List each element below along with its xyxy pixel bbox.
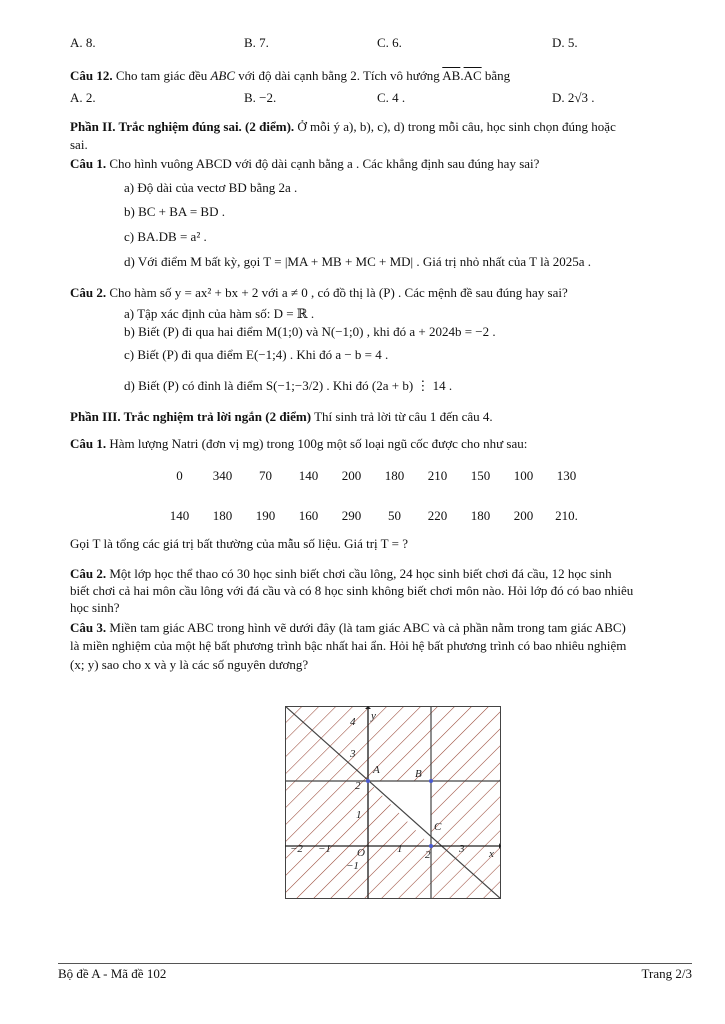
sodium-data-table <box>158 466 588 526</box>
origin-label: O <box>357 847 365 859</box>
y-tick-label: 4 <box>350 716 356 728</box>
table-cell: 180 <box>384 468 405 483</box>
q12-option-d: D. 2√3 . <box>552 90 595 105</box>
table-cell: 0 <box>176 468 183 483</box>
p2-q1-stem: Câu 1. Cho hình vuông ABCD với độ dài cạnh bằng a . Các khẳng định sau đúng hay sai? <box>70 156 540 171</box>
q11-option-d: D. 5. <box>552 35 578 50</box>
table-cell: 210. <box>555 508 578 523</box>
part2-heading: Phần II. Trắc nghiệm đúng sai. (2 điểm). Ở mỗi ý a), b), c), d) trong mỗi câu, học sinh chọn đúng hoặc <box>70 119 616 134</box>
point-b <box>429 779 433 783</box>
footer-divider <box>58 963 692 964</box>
table-row <box>158 466 588 486</box>
point-c <box>429 844 433 848</box>
table-cell: 100 <box>513 468 534 483</box>
p3-q3-line1: Câu 3. Miền tam giác ABC trong hình vẽ dưới đây (là tam giác ABC và cả phần nằm trong tam giác ABC) <box>70 620 626 635</box>
y-tick-label: 2 <box>355 780 361 792</box>
table-cell: 220 <box>427 508 448 523</box>
x-axis-label: x <box>489 848 494 860</box>
table-cell: 210 <box>427 468 448 483</box>
p2-q2-b: b) Biết (P) đi qua hai điểm M(1;0) và N(−1;0) , khi đó a + 2024b = −2 . <box>124 324 496 339</box>
y-tick-label: −1 <box>346 860 359 872</box>
table-cell: 140 <box>298 468 319 483</box>
point-a-label: A <box>373 764 380 776</box>
p2-q2-d: d) Biết (P) có đỉnh là điểm S(−1;−3/2) . Khi đó (2a + b) ⋮ 14 . <box>124 378 453 393</box>
p3-q2-line1: Câu 2. Một lớp học thể thao có 30 học sinh biết chơi cầu lông, 24 học sinh biết chơi đá cầu, 12 học sinh <box>70 566 612 581</box>
table-cell: 130 <box>556 468 577 483</box>
table-cell: 160 <box>298 508 319 523</box>
q12-stem: Câu 12. Cho tam giác đều ABC với độ dài cạnh bằng 2. Tích vô hướng $\overline{AB}.\overline{AC}$ bằng <box>70 68 511 83</box>
p2-q2-c: c) Biết (P) đi qua điểm E(−1;4) . Khi đó a − b = 4 . <box>124 347 389 362</box>
table-cell: 70 <box>259 468 272 483</box>
p2-q1-d: d) Với điểm M bất kỳ, gọi T = |MA + MB + MC + MD| . Giá trị nhỏ nhất của T là 2025a . <box>124 254 592 269</box>
q11-option-c: C. 6. <box>377 35 402 50</box>
inequality-region-graph <box>285 706 501 899</box>
y-tick-label: 1 <box>356 809 362 821</box>
point-b-label: B <box>415 768 422 780</box>
x-tick-label: 1 <box>397 843 403 855</box>
table-row <box>158 506 588 526</box>
p3-q3-line3: (x; y) sao cho x và y là các số nguyên dương? <box>70 657 309 672</box>
q11-option-a: A. 8. <box>70 35 96 50</box>
table-cell: 190 <box>255 508 276 523</box>
table-cell: 200 <box>341 468 362 483</box>
x-tick-label: −1 <box>318 843 331 855</box>
table-cell: 340 <box>212 468 233 483</box>
p3-q1-question: Gọi T là tổng các giá trị bất thường của mẫu số liệu. Giá trị T = ? <box>70 536 408 551</box>
p3-q3-line2: là miền nghiệm của một hệ bất phương trình bậc nhất hai ẩn. Hỏi hệ bất phương trình có bao nhiêu nghiệm <box>70 638 627 653</box>
x-tick-label: 3 <box>459 843 465 855</box>
table-cell: 140 <box>169 508 190 523</box>
p2-q2-stem: Câu 2. Cho hàm số y = ax² + bx + 2 với a ≠ 0 , có đồ thị là (P) . Các mệnh đề sau đúng hay sai? <box>70 285 568 300</box>
table-cell: 200 <box>513 508 534 523</box>
footer-left: Bộ đề A - Mã đề 102 <box>58 966 167 981</box>
p2-q1-a: a) Độ dài của vectơ BD bằng 2a . <box>124 180 298 195</box>
q12-option-a: A. 2. <box>70 90 96 105</box>
x-tick-label: 2 <box>425 849 431 861</box>
p2-q1-b: b) BC + BA = BD . <box>124 204 225 219</box>
p3-q1-stem: Câu 1. Hàm lượng Natri (đơn vị mg) trong 100g một số loại ngũ cốc được cho như sau: <box>70 436 528 451</box>
table-cell: 180 <box>470 508 491 523</box>
point-a <box>366 779 370 783</box>
part3-heading: Phần III. Trắc nghiệm trả lời ngắn (2 điểm) Thí sinh trả lời từ câu 1 đến câu 4. <box>70 409 493 424</box>
q12-option-c: C. 4 . <box>377 90 406 105</box>
point-c-label: C <box>434 821 442 833</box>
q12-option-b: B. −2. <box>244 90 277 105</box>
table-cell: 180 <box>212 508 233 523</box>
p2-q2-a: a) Tập xác định của hàm số: D = ℝ . <box>124 306 315 321</box>
table-cell: 150 <box>470 468 491 483</box>
p2-q1-c: c) BA.DB = a² . <box>124 229 207 244</box>
p3-q2-line3: học sinh? <box>70 600 120 615</box>
p3-q2-line2: biết chơi cả hai môn cầu lông với đá cầu và có 8 học sinh không biết chơi môn nào. Hỏi lớp đó có bao nhiêu <box>70 583 634 598</box>
y-tick-label: 3 <box>350 748 356 760</box>
x-tick-label: −2 <box>290 843 303 855</box>
part2-heading-cont: sai. <box>70 137 88 152</box>
q11-option-b: B. 7. <box>244 35 269 50</box>
table-cell: 50 <box>388 508 401 523</box>
table-cell: 290 <box>341 508 362 523</box>
y-axis-label: y <box>371 710 376 722</box>
footer-page-number: Trang 2/3 <box>641 966 692 981</box>
